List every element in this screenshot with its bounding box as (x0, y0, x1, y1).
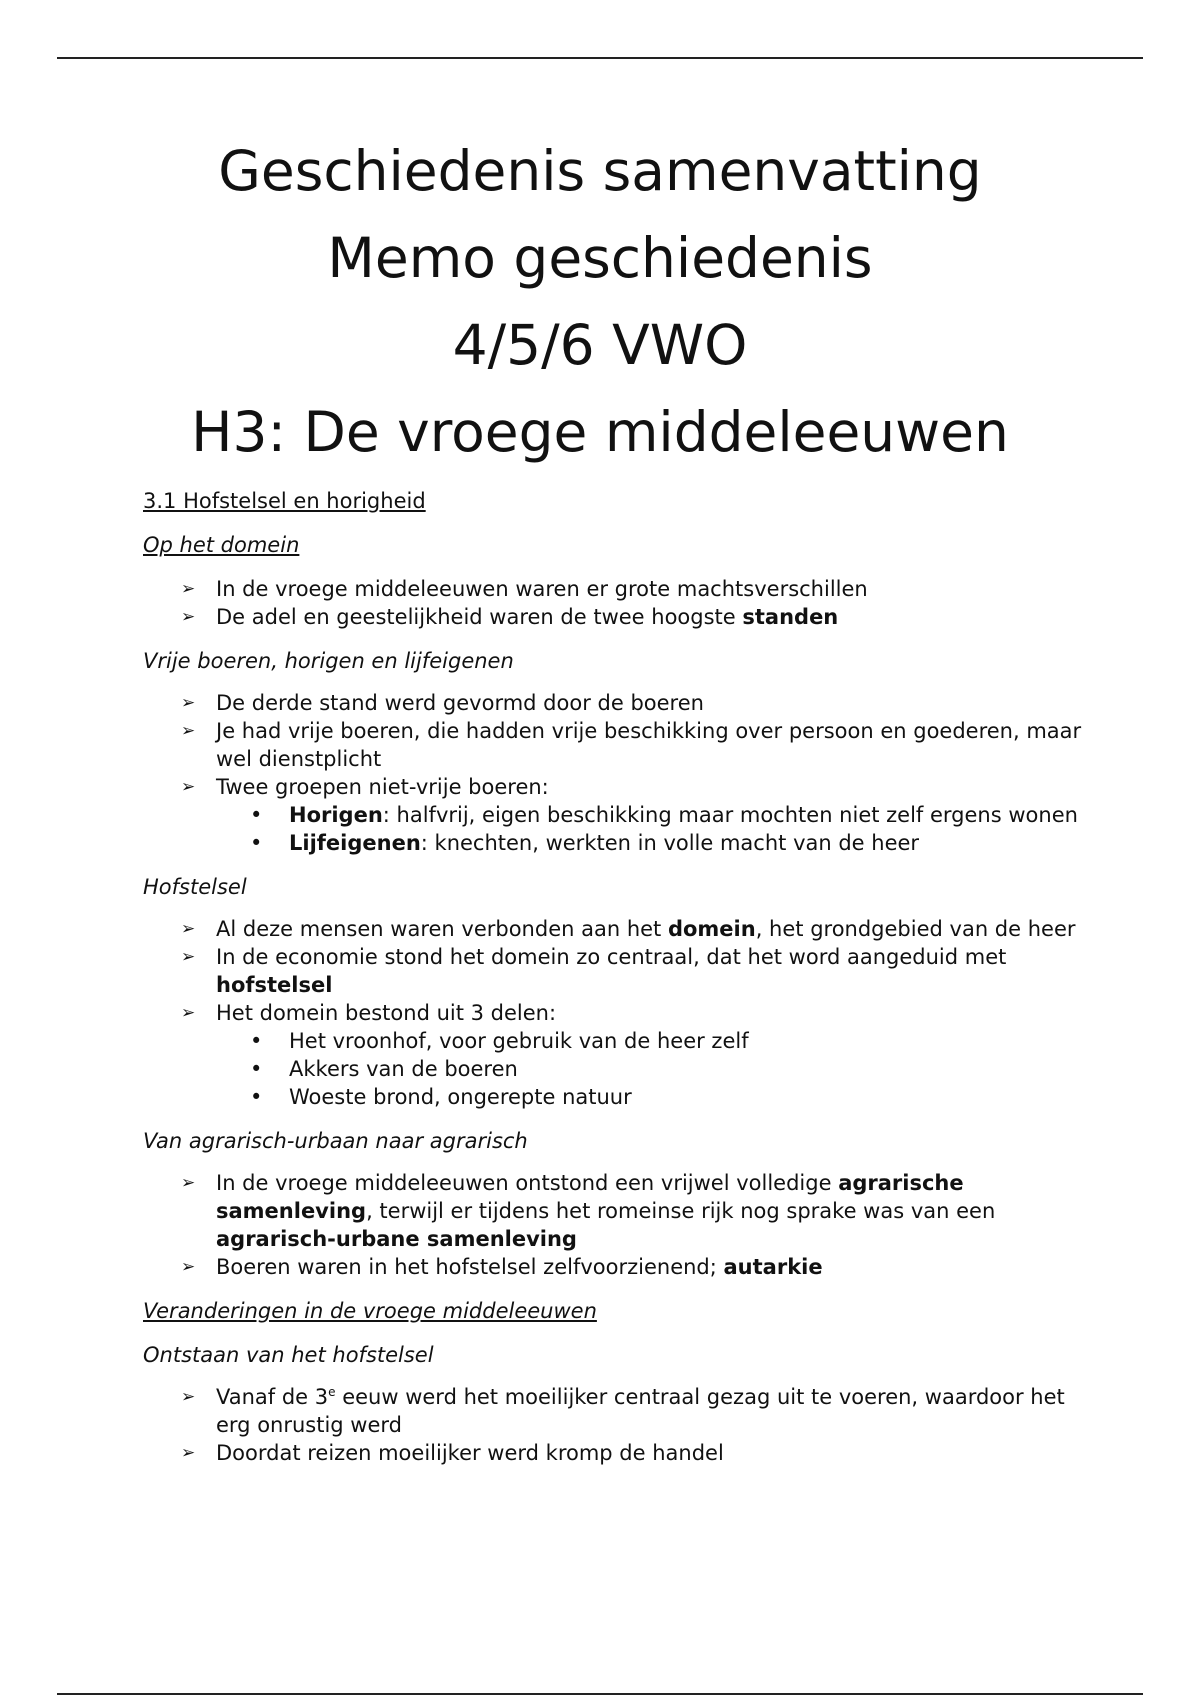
list-item: • Akkers van de boeren (250, 1057, 518, 1081)
subsection-heading-hofstelsel: Hofstelsel (143, 875, 247, 899)
list-item: • Woeste brond, ongerepte natuur (250, 1085, 632, 1109)
list-item: • Horigen: halfvrij, eigen beschikking maar mochten niet zelf ergens wonen (250, 803, 1078, 827)
document-title (0, 128, 1200, 476)
bold-term: Lijfeigenen (289, 831, 421, 855)
list-item: ➢ Het domein bestond uit 3 delen: • Het vroonhof, voor gebruik van de heer zelf • Akkers van de boeren • Woeste brond, ongerepte natuur (143, 999, 1083, 1111)
title-line-4: H3: De vroege middeleeuwen (191, 400, 1009, 464)
subsection-heading-agrarisch: Van agrarisch-urbaan naar agrarisch (143, 1129, 528, 1153)
bullet-list-ontstaan (143, 1383, 1083, 1467)
bold-term: hofstelsel (216, 973, 333, 997)
list-item: ➢ In de vroege middeleeuwen ontstond een vrijwel volledige agrarische samenleving, terwijl er tijdens het romeinse rijk nog sprake was van een agrarisch-urbane samenleving (181, 1171, 996, 1251)
list-item: ➢ In de economie stond het domein zo centraal, dat het word aangeduid met hofstelsel (181, 945, 1007, 997)
subsection-heading-ontstaan: Ontstaan van het hofstelsel (143, 1343, 434, 1367)
subsection-heading-boeren: Vrije boeren, horigen en lijfeigenen (143, 649, 514, 673)
list-item: ➢ Al deze mensen waren verbonden aan het domein, het grondgebied van de heer (181, 917, 1076, 941)
list-item: ➢ Je had vrije boeren, die hadden vrije beschikking over persoon en goederen, maar wel dienstplicht (181, 719, 1082, 771)
title-line-2: Memo geschiedenis (327, 226, 873, 290)
list-item: ➢ Twee groepen niet-vrije boeren: • Horigen: halfvrij, eigen beschikking maar mochten niet zelf ergens wonen • Lijfeigenen: knechten, werkten in volle macht van de heer (143, 773, 1083, 857)
arrowhead-bullet-icon: ➢ (181, 693, 196, 713)
arrowhead-bullet-icon: ➢ (181, 579, 196, 599)
round-bullet-icon: • (250, 1057, 263, 1081)
arrowhead-bullet-icon: ➢ (181, 1257, 196, 1277)
arrowhead-bullet-icon: ➢ (181, 1387, 196, 1407)
arrowhead-bullet-icon: ➢ (181, 947, 196, 967)
round-bullet-icon: • (250, 831, 263, 855)
arrowhead-bullet-icon: ➢ (181, 1173, 196, 1193)
arrowhead-bullet-icon: ➢ (181, 1443, 196, 1463)
bullet-list-boeren (143, 689, 1083, 857)
bold-term: autarkie (723, 1255, 823, 1279)
list-item: ➢ Boeren waren in het hofstelsel zelfvoorzienend; autarkie (181, 1255, 823, 1279)
arrowhead-bullet-icon: ➢ (181, 721, 196, 741)
bold-term: agrarisch-urbane samenleving (216, 1227, 577, 1251)
document-body (143, 487, 1083, 1483)
list-item: • Lijfeigenen: knechten, werkten in volle macht van de heer (250, 831, 920, 855)
sub-bullet-list (216, 801, 1083, 857)
title-line-3: 4/5/6 VWO (452, 313, 748, 377)
arrowhead-bullet-icon: ➢ (181, 1003, 196, 1023)
list-item: ➢ In de vroege middeleeuwen waren er grote machtsverschillen (181, 577, 868, 601)
bottom-rule (57, 1693, 1143, 1695)
round-bullet-icon: • (250, 1085, 263, 1109)
bold-term: agrarische samenleving (216, 1171, 964, 1223)
list-item: ➢ Doordat reizen moeilijker werd kromp de handel (181, 1441, 724, 1465)
bullet-list-hofstelsel (143, 915, 1083, 1111)
list-item: ➢ De derde stand werd gevormd door de boeren (181, 691, 704, 715)
bold-term: Horigen (289, 803, 383, 827)
round-bullet-icon: • (250, 1029, 263, 1053)
section-heading-veranderingen: Veranderingen in de vroege middeleeuwen (143, 1299, 597, 1323)
subsection-heading-domein: Op het domein (143, 533, 300, 557)
list-item: • Het vroonhof, voor gebruik van de heer zelf (250, 1029, 749, 1053)
round-bullet-icon: • (250, 803, 263, 827)
bold-term: standen (742, 605, 839, 629)
bold-term: domein (667, 917, 756, 941)
section-heading: 3.1 Hofstelsel en horigheid (143, 489, 426, 513)
list-item: ➢ De adel en geestelijkheid waren de twee hoogste standen (181, 605, 839, 629)
arrowhead-bullet-icon: ➢ (181, 919, 196, 939)
bullet-list-agrarisch (143, 1169, 1083, 1281)
top-rule (57, 57, 1143, 59)
arrowhead-bullet-icon: ➢ (181, 777, 196, 797)
sub-bullet-list (216, 1027, 1083, 1111)
list-item: ➢ Vanaf de 3e eeuw werd het moeilijker centraal gezag uit te voeren, waardoor het erg onrustig werd (181, 1385, 1065, 1437)
title-line-1: Geschiedenis samenvatting (218, 139, 982, 203)
bullet-list-domein (143, 575, 1083, 631)
arrowhead-bullet-icon: ➢ (181, 607, 196, 627)
